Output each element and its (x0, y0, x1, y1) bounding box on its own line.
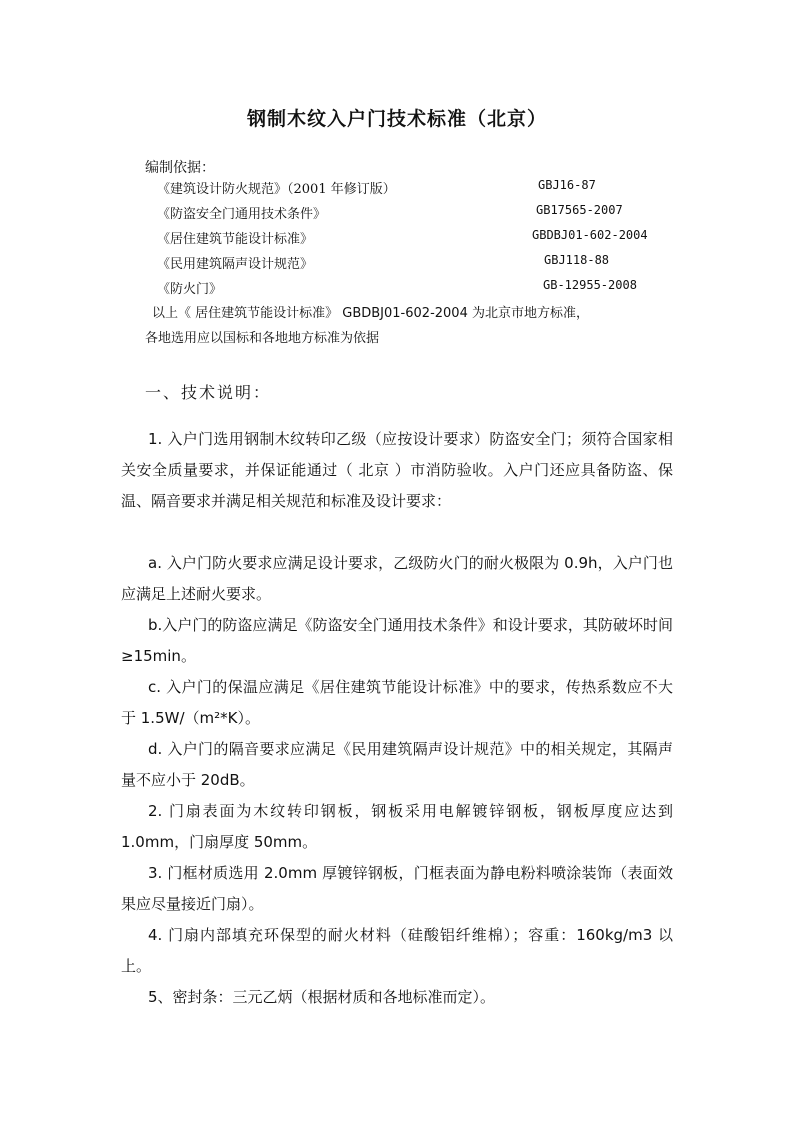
reference-name: 《民用建筑隔声设计规范》 (157, 257, 314, 272)
paragraph: c. 入户门的保温应满足《居住建筑节能设计标准》中的要求，传热系数应不大于 1.5W/（m²*K）。 (121, 678, 673, 727)
reference-code: GBDBJ01-602-2004 (532, 228, 648, 242)
section-heading: 一、技术说明： (145, 383, 272, 402)
reference-name: 《防火门》 (157, 282, 223, 297)
reference-name: 《建筑设计防火规范》（2001 年修订版） (157, 182, 396, 197)
note-line: 以上《 居住建筑节能设计标准》 GBDBJ01-602-2004 为北京市地方标准， (152, 306, 589, 321)
paragraph: a. 入户门防火要求应满足设计要求，乙级防火门的耐火极限为 0.9h，入户门也应满足上述耐火要求。 (121, 554, 673, 603)
paragraph: b.入户门的防盗应满足《防盗安全门通用技术条件》和设计要求，其防破坏时间≥15min。 (121, 616, 673, 665)
paragraph: 3. 门框材质选用 2.0mm 厚镀锌钢板，门框表面为静电粉料喷涂装饰（表面效果应尽量接近门扇）。 (121, 864, 673, 913)
reference-row (0, 228, 794, 250)
basis-heading: 编制依据： (145, 160, 215, 176)
reference-name: 《居住建筑节能设计标准》 (157, 232, 314, 247)
reference-row (0, 253, 794, 275)
reference-code: GBJ16-87 (538, 178, 596, 192)
paragraph: 5、密封条：三元乙炳（根据材质和各地标准而定）。 (148, 988, 496, 1006)
reference-name: 《防盗安全门通用技术条件》 (157, 207, 327, 222)
paragraph: 2. 门扇表面为木纹转印钢板，钢板采用电解镀锌钢板，钢板厚度应达到 1.0mm，门扇厚度 50mm。 (121, 802, 673, 851)
document-title: 钢制木纹入户门技术标准（北京） (246, 108, 547, 130)
reference-row (0, 178, 794, 200)
paragraph: d. 入户门的隔音要求应满足《民用建筑隔声设计规范》中的相关规定，其隔声量不应小于 20dB。 (121, 740, 673, 789)
paragraph: 4. 门扇内部填充环保型的耐火材料（硅酸铝纤维棉）；容重：160kg/m3 以上。 (121, 926, 673, 975)
reference-row (0, 203, 794, 225)
reference-code: GB-12955-2008 (543, 278, 637, 292)
paragraph: 1. 入户门选用钢制木纹转印乙级（应按设计要求）防盗安全门；须符合国家相关安全质量要求，并保证能通过（ 北京 ）市消防验收。入户门还应具备防盗、保温、隔音要求并满足相关规范和标准及设计要求： (121, 430, 673, 510)
reference-code: GBJ118-88 (544, 253, 610, 267)
reference-row (0, 278, 794, 300)
reference-code: GB17565-2007 (536, 203, 623, 217)
note-line: 各地选用应以国标和各地地方标准为依据 (145, 331, 380, 346)
